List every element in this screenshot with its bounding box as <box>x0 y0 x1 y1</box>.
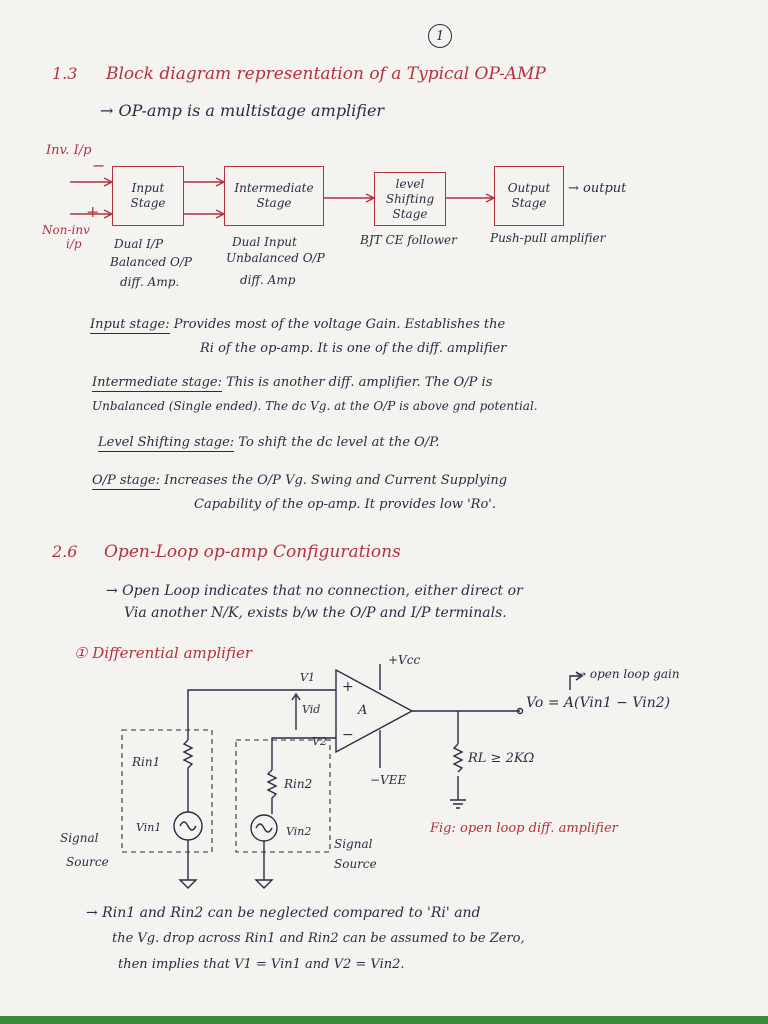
input-stage-box: Input Stage <box>112 166 184 226</box>
output-stage-box: Output Stage <box>494 166 564 226</box>
open-loop-gain-label: → open loop gain <box>576 667 680 681</box>
footer-line2: the Vg. drop across Rin1 and Rin2 can be assumed to be Zero, <box>112 931 525 946</box>
signal-source-left-1: Signal <box>60 831 99 845</box>
section2-number: 2.6 <box>52 542 78 561</box>
circuit-plus: + <box>342 679 354 695</box>
stage-intermediate-text1: This is another diff. amplifier. The O/P is <box>226 375 493 390</box>
circuit-rin1: Rin1 <box>132 755 161 769</box>
section2-line2: Via another N/K, exists b/w the O/P and I/P terminals. <box>124 605 507 621</box>
circuit-minus: − <box>342 727 354 743</box>
page-number: 1 <box>435 28 445 44</box>
circuit-vin2: Vin2 <box>286 825 312 838</box>
output-desc: Push-pull amplifier <box>490 231 606 245</box>
intermediate-stage-box: Intermediate Stage <box>224 166 324 226</box>
page-edge <box>0 1016 768 1024</box>
output-label: → output <box>568 181 627 196</box>
section2-sub: ① Differential amplifier <box>74 644 253 662</box>
circuit-vcc: +Vcc <box>388 653 421 667</box>
section2-title: Open-Loop op-amp Configurations <box>104 542 401 562</box>
block-diagram-wires <box>70 178 494 221</box>
section1-line: → OP-amp is a multistage amplifier <box>100 101 385 120</box>
signal-source-right-2: Source <box>334 857 377 871</box>
inter-desc-1: Dual Input <box>232 235 297 249</box>
stage-input-name: Input stage: <box>90 317 170 332</box>
circuit-gain: A <box>358 703 368 718</box>
inter-desc-3: diff. Amp <box>240 273 296 287</box>
level-desc: BJT CE follower <box>360 233 457 247</box>
plus-sign: + <box>86 202 100 221</box>
section1-title: Block diagram representation of a Typical OP-AMP <box>106 64 546 84</box>
input-desc-2: Balanced O/P <box>110 255 192 269</box>
stage-output-name: O/P stage: <box>92 473 160 488</box>
circuit-v2: V2 <box>312 735 327 748</box>
circuit-rin2: Rin2 <box>284 777 313 791</box>
stage-input-line2: Ri of the op-amp. It is one of the diff. amplifier <box>200 341 507 356</box>
figure-caption: Fig: open loop diff. amplifier <box>430 821 618 836</box>
stage-level-text1: To shift the dc level at the O/P. <box>238 435 440 450</box>
section1-number: 1.3 <box>52 64 78 83</box>
stage-input-text1: Provides most of the voltage Gain. Establishes the <box>173 317 506 332</box>
circuit-vin1: Vin1 <box>136 821 162 834</box>
circuit-v1: V1 <box>300 671 315 684</box>
minus-sign: − <box>92 156 106 175</box>
signal-source-left-2: Source <box>66 855 109 869</box>
footer-line1: → Rin1 and Rin2 can be neglected compared to 'Ri' and <box>86 905 481 921</box>
stage-intermediate-line2: Unbalanced (Single ended). The dc Vg. at the O/P is above gnd potential. <box>92 399 538 413</box>
input-desc-3: diff. Amp. <box>120 275 180 289</box>
noninv-label-2: i/p <box>66 237 82 251</box>
stage-level-name: Level Shifting stage: <box>98 435 235 450</box>
vo-equation: Vo = A(Vin1 − Vin2) <box>526 695 671 711</box>
inv-input-label: Inv. I/p <box>46 143 92 158</box>
input-desc-1: Dual I/P <box>114 237 164 251</box>
noninv-label-1: Non-inv <box>42 223 90 237</box>
circuit-rl: RL ≥ 2KΩ <box>468 751 535 766</box>
footer-line3: then implies that V1 = Vin1 and V2 = Vin2. <box>118 957 405 972</box>
stage-intermediate-name: Intermediate stage: <box>92 375 222 390</box>
stage-output-line2: Capability of the op-amp. It provides low 'Ro'. <box>194 497 496 512</box>
signal-source-right-1: Signal <box>334 837 373 851</box>
circuit-vee: −VEE <box>370 773 407 787</box>
stage-output-text1: Increases the O/P Vg. Swing and Current Supplying <box>164 473 508 488</box>
level-shifting-box: level Shifting Stage <box>374 172 446 226</box>
circuit-vid: Vid <box>302 703 321 716</box>
inter-desc-2: Unbalanced O/P <box>226 251 325 265</box>
section2-line1: → Open Loop indicates that no connection, either direct or <box>106 583 523 599</box>
